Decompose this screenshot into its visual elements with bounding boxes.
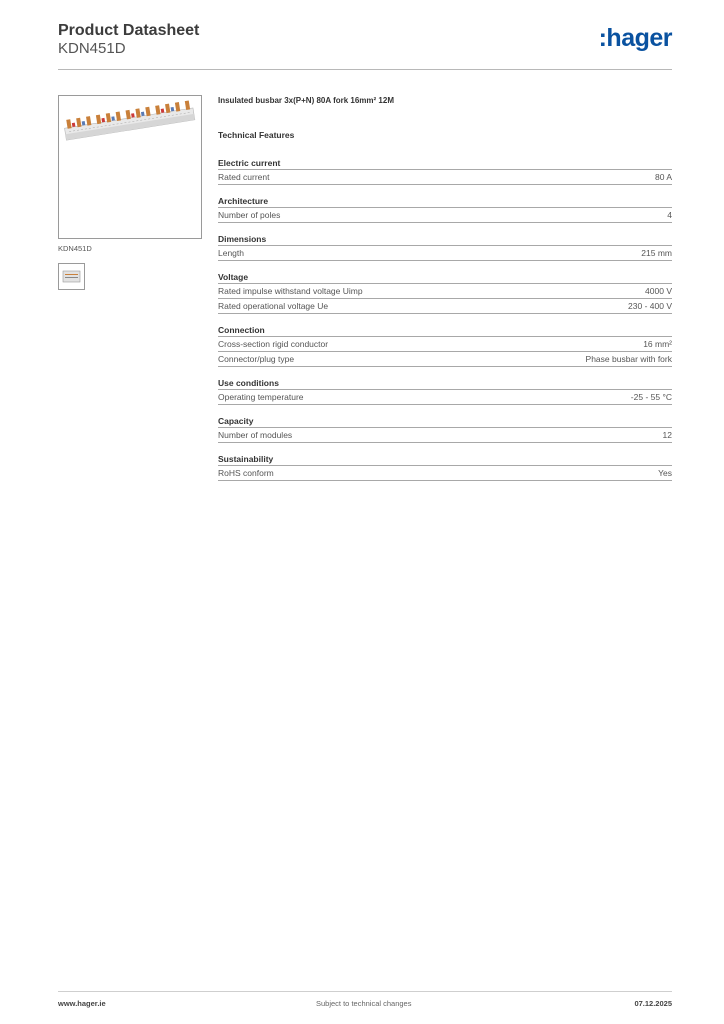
product-image: [58, 95, 202, 239]
spec-row: [218, 336, 672, 351]
spec-label: Number of poles: [218, 210, 281, 220]
spec-row: [218, 427, 672, 443]
spec-value: 215 mm: [641, 248, 672, 258]
spec-label: Cross-section rigid conductor: [218, 339, 329, 349]
spec-label: Connector/plug type: [218, 354, 295, 364]
group-title: Electric current: [218, 158, 281, 168]
spec-group-sustainability: [218, 453, 672, 481]
spec-value: 80 A: [654, 172, 672, 182]
header-divider: [58, 69, 672, 70]
group-title: Architecture: [218, 196, 269, 206]
spec-row: [218, 389, 672, 405]
image-caption: KDN451D: [58, 244, 92, 253]
spec-label: Operating temperature: [218, 392, 304, 402]
spec-row: [218, 465, 672, 481]
group-title: Connection: [218, 325, 265, 335]
spec-value: 230 - 400 V: [628, 301, 672, 311]
spec-group-capacity: [218, 415, 672, 443]
group-title: Capacity: [218, 416, 254, 426]
busbar-image: [59, 96, 201, 238]
product-description: Insulated busbar 3x(P+N) 80A fork 16mm² 12M: [218, 96, 394, 105]
spec-group-electric-current: [218, 157, 672, 185]
spec-value: 4: [667, 210, 672, 220]
spec-row: [218, 169, 672, 185]
spec-value: Phase busbar with fork: [585, 354, 672, 364]
spec-value: Yes: [658, 468, 672, 478]
footer-date: 07.12.2025: [634, 999, 672, 1008]
spec-row: [218, 207, 672, 223]
group-title: Voltage: [218, 272, 249, 282]
spec-label: Rated current: [218, 172, 270, 182]
hager-logo: :hager: [598, 24, 672, 52]
group-title: Sustainability: [218, 454, 274, 464]
spec-group-architecture: [218, 195, 672, 223]
footer-note: Subject to technical changes: [316, 999, 412, 1008]
group-title: Dimensions: [218, 234, 267, 244]
spec-group-dimensions: [218, 233, 672, 261]
spec-value: -25 - 55 °C: [630, 392, 672, 402]
footer-divider: [58, 991, 672, 992]
footer-website-link[interactable]: www.hager.ie: [58, 999, 106, 1008]
spec-label: Rated operational voltage Ue: [218, 301, 329, 311]
spec-row: [218, 298, 672, 314]
specs-table: [218, 157, 672, 491]
spec-label: RoHS conform: [218, 468, 274, 478]
spec-row: [218, 245, 672, 261]
thumbnail-icon: [59, 264, 84, 289]
spec-group-voltage: [218, 271, 672, 314]
features-heading: Technical Features: [218, 130, 295, 140]
spec-value: 12: [662, 430, 672, 440]
group-title: Use conditions: [218, 378, 279, 388]
spec-label: Length: [218, 248, 244, 258]
spec-group-connection: [218, 324, 672, 367]
spec-label: Number of modules: [218, 430, 293, 440]
product-thumbnail[interactable]: [58, 263, 85, 290]
product-code: KDN451D: [58, 40, 126, 57]
page-title: Product Datasheet: [58, 22, 200, 39]
spec-row: [218, 283, 672, 298]
spec-label: Rated impulse withstand voltage Uimp: [218, 286, 363, 296]
spec-row: [218, 351, 672, 367]
spec-value: 4000 V: [645, 286, 672, 296]
spec-group-use-conditions: [218, 377, 672, 405]
spec-value: 16 mm²: [643, 339, 672, 349]
